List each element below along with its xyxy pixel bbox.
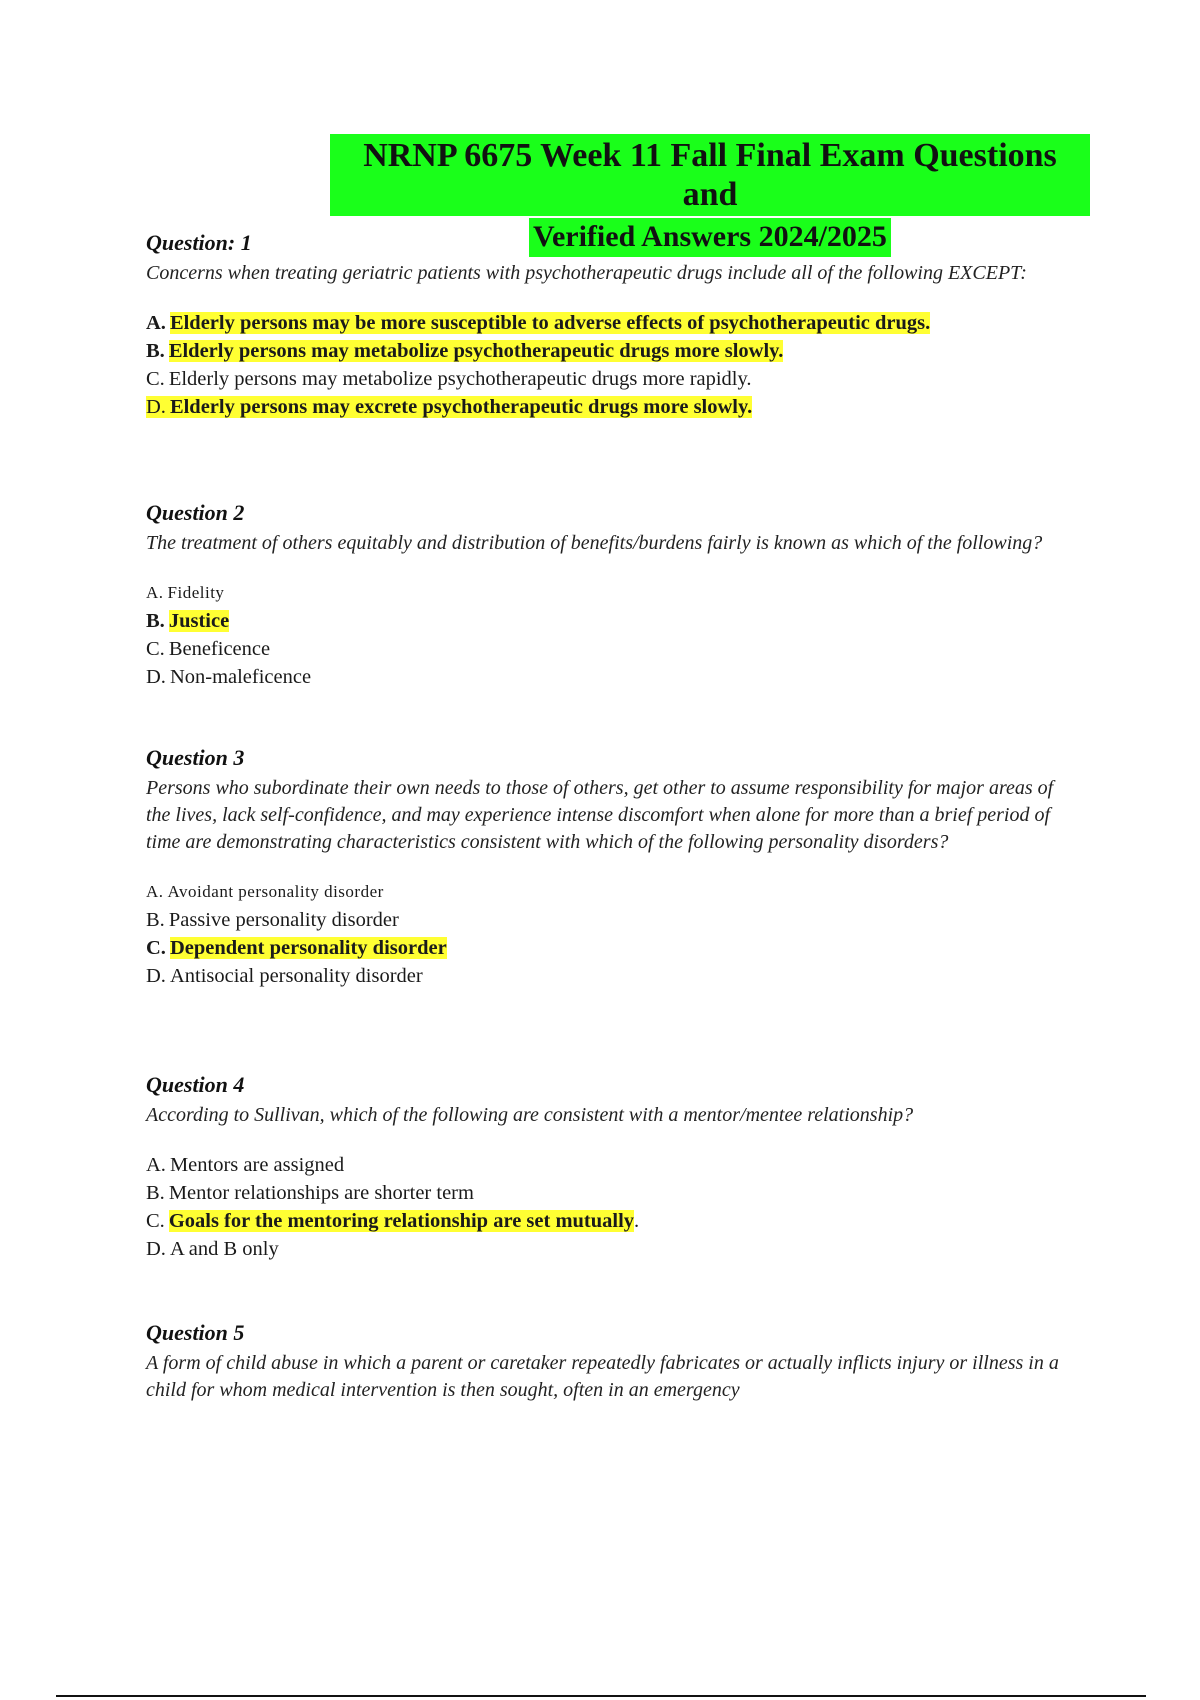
option-text: Mentors are assigned <box>169 1154 345 1176</box>
option-letter: D. <box>146 666 166 688</box>
option-text: Avoidant personality disorder <box>167 882 384 901</box>
question-text: A form of child abuse in which a parent or caretaker repeatedly fabricates or actually inflicts injury or illness in a child for whom medical intervention is then sought, often in an emergency <box>146 1352 1059 1401</box>
question-block-5 <box>146 1320 1066 1426</box>
option-c <box>146 635 1042 663</box>
question-text: According to Sullivan, which of the following are consistent with a mentor/mentee relationship? <box>146 1104 914 1126</box>
option-letter: B. <box>146 340 165 362</box>
option-text: A and B only <box>169 1238 279 1260</box>
option-letter: A. <box>146 882 164 901</box>
option-letter: B. <box>146 1182 165 1204</box>
option-d <box>146 663 1042 691</box>
option-letter: A. <box>146 583 164 602</box>
option-b <box>146 906 1066 934</box>
option-letter: A. <box>146 312 166 334</box>
option-letter: B. <box>146 610 165 632</box>
title-line-1: NRNP 6675 Week 11 Fall Final Exam Questions and <box>330 134 1090 216</box>
option-letter: D. <box>146 965 166 987</box>
option-d <box>146 1235 913 1263</box>
option-text-highlighted <box>146 396 752 418</box>
option-a <box>146 309 1027 337</box>
option-c <box>146 365 1027 393</box>
option-b <box>146 607 1042 635</box>
page-bottom-rule <box>56 1695 1146 1697</box>
question-block-3 <box>146 745 1066 990</box>
option-a <box>146 579 1042 607</box>
option-letter: D. <box>146 396 166 418</box>
option-letter: C. <box>146 638 165 660</box>
question-heading: Question 4 <box>146 1072 245 1097</box>
question-block-1 <box>146 230 1027 421</box>
question-block-2 <box>146 500 1042 691</box>
question-heading: Question: 1 <box>146 230 252 255</box>
option-b <box>146 1179 913 1207</box>
option-text-highlighted: Goals for the mentoring relationship are set mutually <box>168 1210 635 1232</box>
question-text: The treatment of others equitably and distribution of benefits/burdens fairly is known as which of the following? <box>146 532 1043 554</box>
question-heading: Question 2 <box>146 500 245 525</box>
option-d <box>146 393 1027 421</box>
option-a <box>146 878 1066 906</box>
option-text-highlighted: Dependent personality disorder <box>169 937 447 959</box>
option-letter: D. <box>146 1238 166 1260</box>
option-letter: B. <box>146 909 165 931</box>
title-line-2: Verified Answers 2024/2025 <box>529 218 891 257</box>
option-text: Passive personality disorder <box>168 909 399 931</box>
option-text-highlighted: Elderly persons may metabolize psychotherapeutic drugs more slowly. <box>168 340 784 362</box>
question-heading: Question 3 <box>146 745 245 770</box>
option-text: Beneficence <box>168 638 271 660</box>
option-letter: A. <box>146 1154 166 1176</box>
option-letter: C. <box>146 1210 165 1232</box>
option-text: Non-maleficence <box>169 666 312 688</box>
question-text: Concerns when treating geriatric patients with psychotherapeutic drugs include all of the following EXCEPT: <box>146 262 1027 284</box>
question-heading: Question 5 <box>146 1320 245 1345</box>
option-text: Fidelity <box>167 583 225 602</box>
option-letter: C. <box>146 937 166 959</box>
option-text: Elderly persons may excrete psychotherapeutic drugs more slowly. <box>169 396 753 418</box>
option-letter: C. <box>146 368 165 390</box>
option-a <box>146 1151 913 1179</box>
option-text-highlighted: Justice <box>168 610 230 632</box>
option-text: Mentor relationships are shorter term <box>168 1182 474 1204</box>
option-b <box>146 337 1027 365</box>
option-c <box>146 934 1066 962</box>
option-text-highlighted: Elderly persons may be more susceptible to adverse effects of psychotherapeutic drugs. <box>169 312 931 334</box>
option-c <box>146 1207 913 1235</box>
option-text: Antisocial personality disorder <box>169 965 423 987</box>
question-block-4 <box>146 1072 913 1263</box>
option-trailing-period: . <box>634 1210 640 1232</box>
option-text: Elderly persons may metabolize psychotherapeutic drugs more rapidly. <box>168 368 752 390</box>
question-text: Persons who subordinate their own needs to those of others, get other to assume responsibility for major areas of the lives, lack self-confidence, and may experience intense discomfort when alone for more than a brief period of time are demonstrating characteristics consistent with which of the following personality disorders? <box>146 777 1054 853</box>
option-d <box>146 962 1066 990</box>
